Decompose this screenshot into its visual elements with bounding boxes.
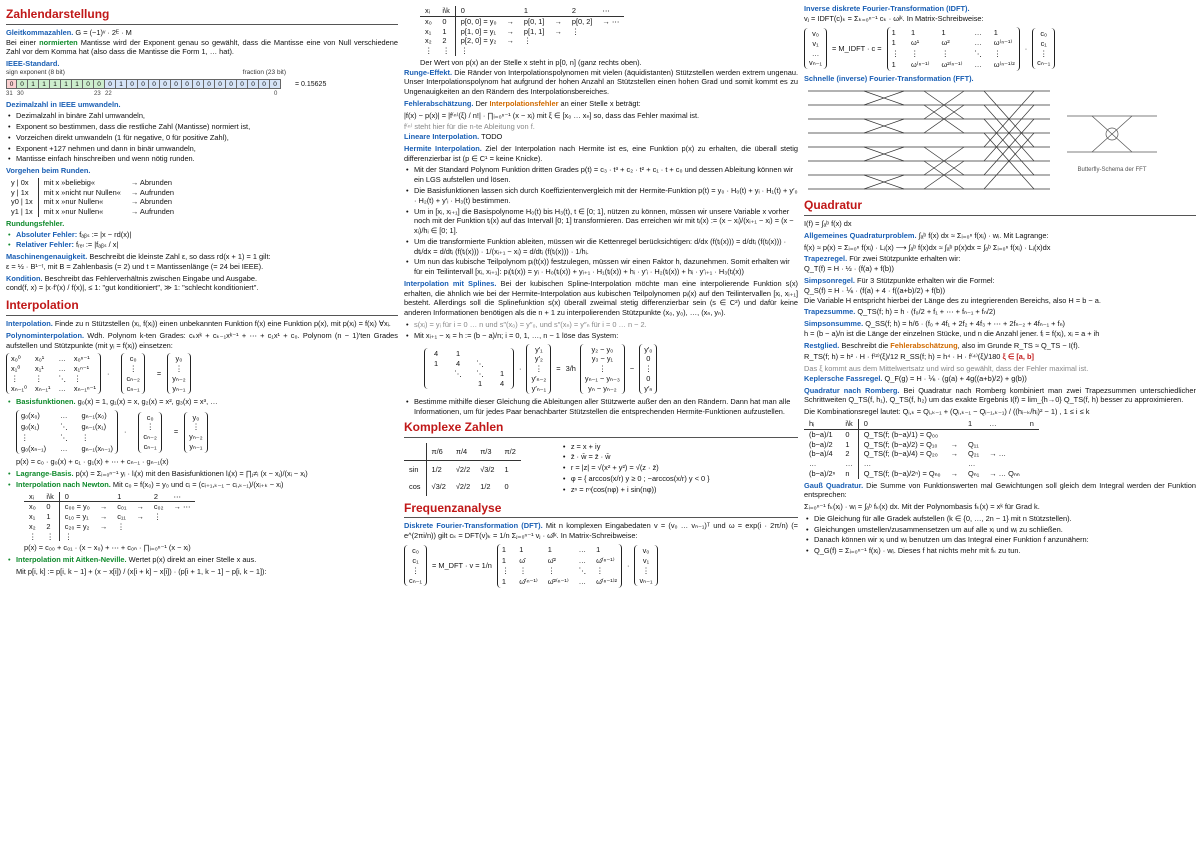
section-title-frequenzanalyse: Frequenzanalyse xyxy=(404,501,798,519)
ieee-bit: 1 xyxy=(39,79,50,89)
section-title-komplexe-zahlen: Komplexe Zahlen xyxy=(404,420,798,438)
dft-equation: c₀ c₁ ⋮ cₙ₋₁ = M_DFT · v = 1/n 1 1 1 … 1 1 ω̄ ω̄² … ω̄⁽ⁿ⁻¹⁾ ⋮ ⋮ ⋮ ⋱ ⋮ 1 ω̄⁽ⁿ⁻¹⁾ ω̄²⁽ⁿ⁻¹⁾ … ω̄⁽ⁿ⁻¹⁾² · v₀ v₁ ⋮ vₙ₋₁ xyxy=(404,544,798,588)
spline-matrix: 4 1 1 4 ⋱ ⋱ ⋱ 1 1 4 xyxy=(424,348,514,389)
spline-system: 4 1 1 4 ⋱ ⋱ ⋱ 1 1 4 · y′₁ y′₂ ⋮ y′ₙ₋₂ y′ₙ₋₁ = 3/h y₂ − y₀ y₃ − y₁ ⋮ yₙ₋₁ − yₙ₋₃ yₙ − yₙ₋₂ − y′₀ 0 ⋮ 0 y′ₙ xyxy=(424,344,798,395)
table-row: x₁ 1 c₁₀ = y₁ → c₁₁ → ⋮ xyxy=(29,512,162,522)
aitken-table xyxy=(420,6,624,56)
table-row: x₀ 0 p[0, 0] = y₀ → p[0, 1] → p[0, 2] → ⋯ xyxy=(425,16,620,26)
lin-paragraph: Lineare Interpolation. TODO xyxy=(404,132,503,142)
fft-butterfly-diagram xyxy=(804,83,1054,195)
idft-c-vector: c₀ c₁ ⋮ cₙ₋₁ xyxy=(1032,28,1055,69)
list-item: • Um die transformierte Funktion ableiten, müssen wir die Kettenregel berücksichtigen: d/dx (f(tᵢ(x))) = d/dtᵢ (f(tᵢ(x))) · dtᵢ/dx = d/dtᵢ (f(tᵢ(x))) · 1/(xᵢ₊₁ − xᵢ) = d/dtᵢ (f(tᵢ(x))) · 1/hᵢ. xyxy=(404,237,798,257)
list-item: • Interpolation nach Newton. Mit c₀ = f(x₀) = y₀ und cᵢ = (cᵢ₊₁,ₖ₋₁ − cᵢ,ₖ₋₁)/(xᵢ₊ₖ − xᵢ) xyxy=(6,480,398,490)
ieee-bit: 0 xyxy=(182,79,193,89)
ip-paragraph: Interpolation. Finde zu n Stützstellen (xᵢ, f(xᵢ)) einen unbekannten Funktion f(x) eine Funktion p(x), mit p(xᵢ) = f(xᵢ) ∀xᵢ. xyxy=(6,319,391,329)
ieee-label: IEEE-Standard. xyxy=(6,59,60,69)
ieee-bit: 0 xyxy=(17,79,28,89)
ieee-bit: 0 xyxy=(193,79,204,89)
section-title-quadratur: Quadratur xyxy=(804,198,1196,216)
list-item: • r = |z| = √(x² + y²) = √(z · z̄) xyxy=(561,463,710,473)
list-item: • Exponent +127 nehmen und dann in binär umwandeln, xyxy=(6,144,398,154)
ieee-bit: 0 xyxy=(105,79,116,89)
newton-table xyxy=(24,492,195,542)
table-row: cos √3/2 √2/2 1/2 0 xyxy=(404,478,521,495)
rest-note: Das ξ kommt aus dem Mittelwertsatz und wird so gewählt, dass der Fehler maximal ist. xyxy=(804,364,1089,374)
table-row: hᵢ i\k 0 1 … n xyxy=(804,419,1039,429)
ieee-bit: 0 xyxy=(204,79,215,89)
rf-label: Rundungsfehler. xyxy=(6,218,65,228)
table-row: x₂ 2 p[2, 0] = y₂ → ⋮ xyxy=(425,36,532,46)
romberg-table xyxy=(804,419,1039,479)
list-item: • Mit xᵢ₊₁ − xᵢ = h := (b − a)/n; i = 0, 1, …, n − 1 löse das System: xyxy=(404,331,798,341)
ieee-bit: 1 xyxy=(116,79,127,89)
ieee-diagram xyxy=(6,77,398,91)
table-row: π/6 π/4 π/3 π/2 xyxy=(404,443,521,461)
px-formula: p(x) = c₀ · g₀(x) + c₁ · g₁(x) + ⋯ + cₙ₋₁ · gₙ₋₁(x) xyxy=(16,457,169,467)
list-item: • Mit der Standard Polynom Funktion dritten Grades p(t) = c₃ · t³ + c₂ · t² + c₁ · t + c₀ und dessen Ableitung können wir ein LGS aufstellen und lösen. xyxy=(404,165,798,185)
aq-formula: f(x) ≈ p(x) = Σᵢ₌₀ⁿ f(xᵢ) · Lᵢ(x) ⟶ ∫ₐᵇ f(x)dx ≈ ∫ₐᵇ p(x)dx = ∫ₐᵇ Σᵢ₌₀ⁿ f(xᵢ) · Lᵢ(x)dx xyxy=(804,242,1051,252)
basis-coeff-vector: c₀ ⋮ cₙ₋₂ cₙ₋₁ xyxy=(138,412,161,453)
basis-y-vector: y₀ ⋮ yₙ₋₂ yₙ₋₁ xyxy=(184,412,207,453)
hermite-paragraph: Hermite Interpolation. Ziel der Interpolation nach Hermite ist es, eine Funktion p(x) zu erhalten, die überall stetig differenzierbar ist (p ∈ C¹ = keine Knicke). xyxy=(404,143,798,163)
ieee-bit: 0 xyxy=(94,79,105,89)
dft-c-vector: c₀ c₁ ⋮ cₙ₋₁ xyxy=(404,545,427,586)
ieee-bit: 0 xyxy=(226,79,237,89)
list-item: • Die Basisfunktionen lassen sich durch Koeffizientenvergleich mit der Hermite-Funktion p(t) = y₀ · H₀(t) + yᵢ · H₁(t) + y′₀ · H₂(t) + y′ᵢ · H₃(t) bestimmen. xyxy=(404,186,798,206)
dez-label: Dezimalzahl in IEEE umwandeln. xyxy=(6,100,121,110)
gauss-paragraph: Gauß Quadratur. Die Summe von Funktionswerten mal Gewichtungen soll gleich dem Integral werden der Funktion entsprechen: xyxy=(804,480,1196,500)
ieee-bit: 1 xyxy=(50,79,61,89)
trig-table xyxy=(404,443,521,496)
list-item: • Relativer Fehler: fᵣₑₗ := |fₐᵦₛ / x| xyxy=(6,240,398,250)
list-item: • Exponent so bestimmen, dass die restliche Zahl (Mantisse) normiert ist, xyxy=(6,122,398,132)
ts-paragraph: Trapezsumme. Q_TS(f; h) = h · (f₀/2 + f₁ + ⋯ + fₙ₋₁ + fₙ/2) xyxy=(804,307,996,317)
ss-paragraph: Simpsonsumme. Q_SS(f; h) = h/6 · (f₀ + 4f₁ + 2f₂ + 4f₃ + ⋯ + 2fₙ₋₂ + 4fₙ₋₁ + fₙ) h = (b − a)/n ist die Länge der einzelnen Stücke, und n die Anzahl jener. fᵢ = f(xᵢ), xᵢ = a + ih xyxy=(804,319,1100,338)
spline-rhs-vector: y₂ − y₀ y₃ − y₁ ⋮ yₙ₋₁ − yₙ₋₃ yₙ − yₙ₋₂ xyxy=(580,344,625,395)
list-item: • Um in [xᵢ, xᵢ₊₁] die Basispolynome H₀(t) bis H₃(t), t ∈ [0; 1], nützen zu können, müssen wir unsere Variable x vorher noch mit der Funktion tᵢ(x) auf das Intervall [0; 1] transformieren. Das erreichen wir mit tᵢ(x) := (x − xᵢ)/(xᵢ₊₁ − xᵢ) = (x − xᵢ)/hᵢ ∈ [0; 1]. xyxy=(404,207,798,236)
list-item: • Bestimme mithilfe dieser Gleichung die Ableitungen aller Stützwerte außer den an den Rändern. Dann hat man alle Informationen, um für jedes Paar benachbarter Stützstellen die entsprechenden Hermite-Funktionen aufzustellen. xyxy=(404,397,798,417)
table-row: y | 1x mit x »nicht nur Nullen« → Aufrunden xyxy=(6,188,179,198)
list-item: • Gleichungen umstellen/zusammensetzen um auf alle xᵢ und wᵢ zu schließen. xyxy=(804,525,1196,535)
ieee-bit-row xyxy=(6,79,281,89)
romberg-formula: Die Kombinationsregel lautet: Qᵢ,ₖ = Qᵢ,ₖ₋₁ + (Qᵢ,ₖ₋₁ − Qᵢ₋₁,ₖ₋₁) / ((hᵢ₋ₖ/hᵢ)² − 1) , 1 ≤ i ≤ k xyxy=(804,407,1090,417)
ieee-bit: 0 xyxy=(160,79,171,89)
table-row: xᵢ i\k 0 1 2 ⋯ xyxy=(420,6,624,16)
vandermonde-equation: x₀⁰ x₀¹ … x₀ⁿ⁻¹ x₁⁰ x₁¹ … x₁ⁿ⁻¹ ⋮ ⋮ ⋱ ⋮ xₙ₋₁⁰ xₙ₋₁¹ … xₙ₋₁ⁿ⁻¹ · c₀ ⋮ cₙ₋₂ cₙ₋₁ = y₀ ⋮ yₙ₋₂ yₙ₋₁ xyxy=(6,353,398,394)
list-item: • Lagrange-Basis. p(x) = Σᵢ₌₀ⁿ⁻¹ yᵢ · lᵢ(x) mit den Basisfunktionen lᵢ(x) = ∏ⱼ≠ᵢ (x − xⱼ)/(xᵢ − xⱼ) xyxy=(6,469,398,479)
ieee-value: = 0.15625 xyxy=(295,80,327,88)
mg-paragraph: Maschinengenauigkeit. Beschreibt die kleinste Zahl ε, so dass rd(x + 1) = 1 gilt: ε = ½ · B¹⁻ᵗ, mit B = Zahlenbasis (= 2) und t = Mantissenlänge (= 24 bei IEEE). xyxy=(6,252,271,271)
kepler-paragraph: Keplersche Fassregel. Q_F(g) = H · ⅙ · (g(a) + 4g((a+b)/2) + g(b)) xyxy=(804,373,1027,383)
ieee-bit: 1 xyxy=(28,79,39,89)
fa-formula: |f(x) − p(x)| = |f⁽ⁿ⁾(ξ) / n!| · ∏ᵢ₌₀ⁿ⁻¹ (x − xᵢ) mit ξ ∈ [x₀ … xₙ] so, dass das Fehler maximal ist. xyxy=(404,110,700,120)
column-1 xyxy=(6,4,398,845)
column-2 xyxy=(404,4,798,845)
rund-label: Vorgehen beim Runden. xyxy=(6,166,91,176)
romberg-paragraph: Quadratur nach Romberg. Bei Quadratur nach Romberg kombiniert man zwei Trapezsummen unterschiedlicher Schrittweiten Q_TS(f, h₁), Q_TS(f, h₂) um das exakte Ergebnis I(f) = lim_{h→0} Q_TS(f, h) besser zu approximieren. xyxy=(804,385,1196,405)
ieee-bit: 0 xyxy=(270,79,281,89)
aitken-note: Der Wert von p(x) an der Stelle x steht in p[0, n] (ganz rechts oben). xyxy=(420,57,642,67)
fft-figure xyxy=(804,83,1196,195)
ieee-index: 31 30 23 22 0 xyxy=(6,91,278,98)
kond-paragraph: Kondition. Beschreibt das Fehlerverhältnis zwischen Eingabe und Ausgabe. cond(f, x) = |x·f′(x) / f(x)|, ≤ 1: "gut konditioniert", ≫ 1: "schlecht konditioniert". xyxy=(6,273,259,293)
basis-equation: g₀(x₀) … gₙ₋₁(x₀) g₀(x₁) ⋱ gₙ₋₁(x₁) ⋮ ⋱ ⋮ g₀(xₙ₋₁) … gₙ₋₁(xₙ₋₁) · c₀ ⋮ cₙ₋₂ cₙ₋₁ = y₀ ⋮ yₙ₋₂ yₙ₋₁ xyxy=(16,410,398,454)
ieee-bit: 0 xyxy=(237,79,248,89)
list-item: • Danach können wir xᵢ und wᵢ benutzen um das Integral einer Funktion f anzunähern: xyxy=(804,535,1196,545)
list-item: • z = x + iy xyxy=(561,442,710,452)
column-3 xyxy=(804,4,1196,845)
list-item: • Basisfunktionen. g₀(x) = 1, g₁(x) = x, g₂(x) = x², g₃(x) = x³, … xyxy=(6,397,398,407)
table-row: … … … … xyxy=(809,459,976,469)
table-row: (b−a)/2ⁿ n Q_TS(f; (b−a)/2ⁿ) = Qₙ₀ → Qₙ₁ → … Qₙₙ xyxy=(809,468,1020,478)
table-row: y | 0x mit x »beliebig« → Abrunden xyxy=(6,178,179,188)
list-item: • Absoluter Fehler: fₐᵦₛ := |x − rd(x)| xyxy=(6,230,398,240)
spline-list xyxy=(404,320,798,341)
ieee-bit: 1 xyxy=(61,79,72,89)
aq-paragraph: Allgemeines Quadraturproblem. ∫ₐᵇ f(x) dx ≈ Σᵢ₌₀ⁿ f(xᵢ) · wᵢ. Mit Lagrange: xyxy=(804,230,1049,240)
basis-list xyxy=(6,397,398,407)
newton-px: p(x) = c₀₀ + c₀₁ · (x − x₀) + ⋯ + c₀ₙ · ∏ᵢ₌₀ⁿ⁻¹ (x − xᵢ) xyxy=(24,543,191,553)
spline-end-list xyxy=(404,397,798,417)
gleitkomma-paragraph: Gleitkommazahlen. G = (−1)ᵛ · 2ᴱ · M Bei einer normierten Mantisse wird der Exponent genau so gewählt, dass die Mantisse eine von Null verschiedene Zahl vor dem Komma hat (also dass die Mantisse die Form 1, … hat). xyxy=(6,27,398,57)
ieee-bit: 0 xyxy=(138,79,149,89)
lagrange-list xyxy=(6,469,398,490)
table-row: (b−a)/2 1 Q_TS(f; (b−a)/2) = Q₁₀ → Q₁₁ xyxy=(809,439,979,449)
kz-list xyxy=(561,442,710,496)
vandermonde-matrix: x₀⁰ x₀¹ … x₀ⁿ⁻¹ x₁⁰ x₁¹ … x₁ⁿ⁻¹ ⋮ ⋮ ⋱ ⋮ xₙ₋₁⁰ xₙ₋₁¹ … xₙ₋₁ⁿ⁻¹ xyxy=(6,353,101,394)
list-item: • Die Gleichung für alle Gradek aufstellen (k ∈ {0, …, 2n − 1} mit n Stützstellen). xyxy=(804,514,1196,524)
poly-paragraph: Polynominterpolation. Wdh. Polynom k-ten Grades: cₖxᵏ + cₖ₋₁xᵏ⁻¹ + ⋯ + c₁x¹ + c₀. Polynom (n − 1)'ten Grades aufstellen und Stützpunkte (mit yᵢ = f(xᵢ)) einsetzen: xyxy=(6,330,398,350)
fft-butterfly-unit-icon xyxy=(1062,104,1162,164)
spline-paragraph: Interpolation mit Splines. Bei der kubischen Spline-Interpolation möchte man eine interpolierende Funktion s(x) erhalten, die ähnlich wie bei der Hermite-Interpolation aus kubischen Teilpolynomen pᵢ(x) auf den Teilintervallen [xᵢ, xᵢ₊₁] besteht. Allerdings soll die Splinefunktion s(x) überall zweimal stetig differenzierbar sein (s ∈ C²) und dafür keine anderen Informationen benötigen als die n + 1 zu interpolierenden Stützpunkte (x₀, y₀), …, (xₙ, yₙ). xyxy=(404,278,798,318)
aitken-formula: Mit p[i, k] := p[i, k − 1] + (x − x[i]) / (x[i + k] − x[i]) · (p[i + 1, k − 1] − p[i, k − 1]): xyxy=(16,566,267,576)
idft-paragraph: Inverse diskrete Fourier-Transformation (IDFT). vⱼ = IDFT(c)ₖ = Σₖ₌₀ⁿ⁻¹ cₖ · ωʲᵏ. In Matrix-Schreibweise: xyxy=(804,4,984,23)
section-title-zahlendarstellung: Zahlendarstellung xyxy=(6,7,398,25)
table-row: ⋮ ⋮ ⋮ xyxy=(425,46,469,56)
simp-paragraph: Simpsonregel. Für 3 Stützpunkte erhalten wir die Formel: Q_S(f) = H · ⅙ · (f(a) + 4 · f((a+b)/2) + f(b)) Die Variable H entspricht hierbei der Länge des zu integrierenden Bereichs, also H = b − a. xyxy=(804,276,1101,305)
spline-boundary-vector: y′₀ 0 ⋮ 0 y′ₙ xyxy=(639,344,657,395)
table-row: (b−a)/4 2 Q_TS(f; (b−a)/4) = Q₂₀ → Q₂₁ → … xyxy=(809,449,1007,459)
table-row: (b−a)/1 0 Q_TS(f; (b−a)/1) = Q₀₀ xyxy=(809,429,939,439)
list-item: • s(xᵢ) = yᵢ für i = 0 … n und s″(x₀) = y″₀, und s″(xₙ) = y″ₙ für i = 0 … n − 2. xyxy=(404,320,798,330)
table-row: xᵢ i\k 0 1 2 ⋯ xyxy=(24,492,195,502)
table-row: x₀ 0 c₀₀ = y₀ → c₀₁ → c₀₂ → ⋯ xyxy=(29,502,191,512)
basis-matrix: g₀(x₀) … gₙ₋₁(x₀) g₀(x₁) ⋱ gₙ₋₁(x₁) ⋮ ⋱ ⋮ g₀(xₙ₋₁) … gₙ₋₁(xₙ₋₁) xyxy=(16,410,118,454)
list-item: • Dezimalzahl in binäre Zahl umwandeln, xyxy=(6,111,398,121)
fa-paragraph: Fehlerabschätzung. Der Interpolationsfehler an einer Stelle x beträgt: xyxy=(404,98,641,108)
list-item: • Q_G(f) = Σᵢ₌₀ⁿ⁻¹ f(xᵢ) · wᵢ. Dieses f hat nichts mehr mit fₖ zu tun. xyxy=(804,546,1196,556)
ieee-bit: 0 xyxy=(127,79,138,89)
list-item: • z̄ · w̄ = z̄ · w̄ xyxy=(561,452,710,462)
table-row: sin 1/2 √2/2 √3/2 1 xyxy=(404,461,521,479)
ieee-bit: 0 xyxy=(149,79,160,89)
gauss-list xyxy=(804,514,1196,556)
ieee-bit: 1 xyxy=(72,79,83,89)
hermite-list xyxy=(404,165,798,276)
rund-table xyxy=(6,178,180,217)
rest-formula: R_TS(f; h) = h² · H · f⁽²⁾(ξ)/12 R_SS(f; h) = h⁴ · H · f⁽⁴⁾(ξ)/180 ξ ∈ [a, b] xyxy=(804,352,1034,362)
table-row: y0 | 1x mit x »nur Nullen« → Abrunden xyxy=(6,197,179,207)
trap-paragraph: Trapezregel. Für zwei Stützpunkte erhalten wir: Q_T(f) = H · ½ · (f(a) + f(b)) xyxy=(804,254,961,274)
list-item: • zⁿ = rⁿ(cos(nφ) + i sin(nφ)) xyxy=(561,485,710,495)
coeff-vector: c₀ ⋮ cₙ₋₂ cₙ₋₁ xyxy=(121,353,144,394)
rf-list xyxy=(6,230,398,251)
ieee-bit: 0 xyxy=(171,79,182,89)
table-row: y1 | 1x mit x »nur Nullen« → Aufrunden xyxy=(6,207,179,217)
fft-small-diagram: Butterfly-Schema der FFT xyxy=(1062,104,1162,175)
idft-v-vector: v₀ v₁ … vₙ₋₁ xyxy=(804,28,827,69)
ieee-bit: 0 xyxy=(248,79,259,89)
y-vector: y₀ ⋮ yₙ₋₂ yₙ₋₁ xyxy=(167,353,190,394)
dft-matrix: 1 1 1 … 1 1 ω̄ ω̄² … ω̄⁽ⁿ⁻¹⁾ ⋮ ⋮ ⋮ ⋱ ⋮ 1 ω̄⁽ⁿ⁻¹⁾ ω̄²⁽ⁿ⁻¹⁾ … ω̄⁽ⁿ⁻¹⁾² xyxy=(497,544,622,588)
ieee-bit: 0 xyxy=(259,79,270,89)
list-item: • Um nun das kubische Teilpolynom pᵢ(t(x)) festzulegen, müssen wir einen Faktor h, dazunehmen. Somit erhalten wir für ein Teilintervall [xᵢ, xᵢ₊₁]: pᵢ(tᵢ(x)) = yᵢ · H₀(tᵢ(x)) + yᵢ₊₁ · H₁(tᵢ(x)) + hᵢ · y′ᵢ · H₂(tᵢ(x)) + hᵢ · y′ᵢ₊₁ · H₃(tᵢ(x)) xyxy=(404,257,798,277)
spline-y-vector: y′₁ y′₂ ⋮ y′ₙ₋₂ y′ₙ₋₁ xyxy=(526,344,551,395)
aitken-list xyxy=(6,555,398,565)
ieee-bit: 0 xyxy=(6,79,17,89)
idft-equation: v₀ v₁ … vₙ₋₁ = M_IDFT · c = 1 1 1 … 1 1 ω¹ ω² … ω⁽ⁿ⁻¹⁾ ⋮ ⋮ ⋮ ⋱ ⋮ 1 ω⁽ⁿ⁻¹⁾ ω²⁽ⁿ⁻¹⁾ … ω⁽ⁿ⁻¹⁾² · c₀ c₁ ⋮ cₙ₋₁ xyxy=(804,27,1196,71)
spline-fraction: 3/h xyxy=(565,364,576,374)
fa-note: f⁽ⁿ⁾ steht hier für die n-te Ableitung von f. xyxy=(404,122,535,132)
ieee-bit: 0 xyxy=(215,79,226,89)
dez-list xyxy=(6,111,398,164)
list-item: • Vorzeichen direkt umwandeln (1 für negative, 0 für positive Zahl), xyxy=(6,133,398,143)
list-item: • φ = { arccos(x/r) y ≥ 0 ; −arccos(x/r) y < 0 } xyxy=(561,474,710,484)
ieee-header: sign exponent (8 bit) fraction (23 bit) xyxy=(6,68,286,76)
table-row: x₁ 1 p[1, 0] = y₁ → p[1, 1] → ⋮ xyxy=(425,26,580,36)
list-item: • Interpolation mit Aitken-Neville. Wertet p(x) direkt an einer Stelle x aus. xyxy=(6,555,398,565)
rest-paragraph: Restglied. Beschreibt die Fehlerabschätzung, also im Grunde R_TS ≈ Q_TS − I(f). xyxy=(804,340,1080,350)
table-row: x₂ 2 c₂₀ = y₂ → ⋮ xyxy=(29,521,125,531)
gauss-formula: Σᵢ₌₀ⁿ⁻¹ fₖ(xᵢ) · wᵢ = ∫ₐᵇ fₖ(x) dx. Mit der Polynombasis fₖ(x) = xᵏ für Grad k. xyxy=(804,502,1040,512)
runge-paragraph: Runge-Effekt. Die Ränder von Interpolationspolynomen mit vielen (äquidistanten) Stützstellen werden extrem ungenau. Unser Interpolationspolynom hat aufgrund der hohen Anzahl an Stützstellen einen hohen Grad und somit kommt es zu Ungenauigkeiten an den Rändern des Interpolationsbereiches. xyxy=(404,67,798,97)
kz-block xyxy=(404,441,798,498)
dft-v-vector: v₀ v₁ ⋮ vₙ₋₁ xyxy=(634,545,657,586)
idft-matrix: 1 1 1 … 1 1 ω¹ ω² … ω⁽ⁿ⁻¹⁾ ⋮ ⋮ ⋮ ⋱ ⋮ 1 ω⁽ⁿ⁻¹⁾ ω²⁽ⁿ⁻¹⁾ … ω⁽ⁿ⁻¹⁾² xyxy=(887,27,1020,71)
integral-def: I(f) = ∫ₐᵇ f(x) dx xyxy=(804,219,852,229)
ieee-bit: 0 xyxy=(83,79,94,89)
table-row: ⋮ ⋮ ⋮ xyxy=(29,531,73,541)
section-title-interpolation: Interpolation xyxy=(6,298,398,316)
fft-label: Schnelle (inverse) Fourier-Transformation (FFT). xyxy=(804,73,974,83)
list-item: • Mantisse einfach hinschreiben und wenn nötig runden. xyxy=(6,154,398,164)
dft-paragraph: Diskrete Fourier-Transformation (DFT). Mit n komplexen Eingabedaten v = (v₀ … vₙ₋₁)ᵀ und ω = exp(i · 2π/n) (= e^(2πi/n)) gilt cₖ = DFT(v)ₖ = 1/n Σⱼ₌₀ⁿ⁻¹ vⱼ · ω̄ʲᵏ. In Matrix-Schreibweise: xyxy=(404,521,798,541)
